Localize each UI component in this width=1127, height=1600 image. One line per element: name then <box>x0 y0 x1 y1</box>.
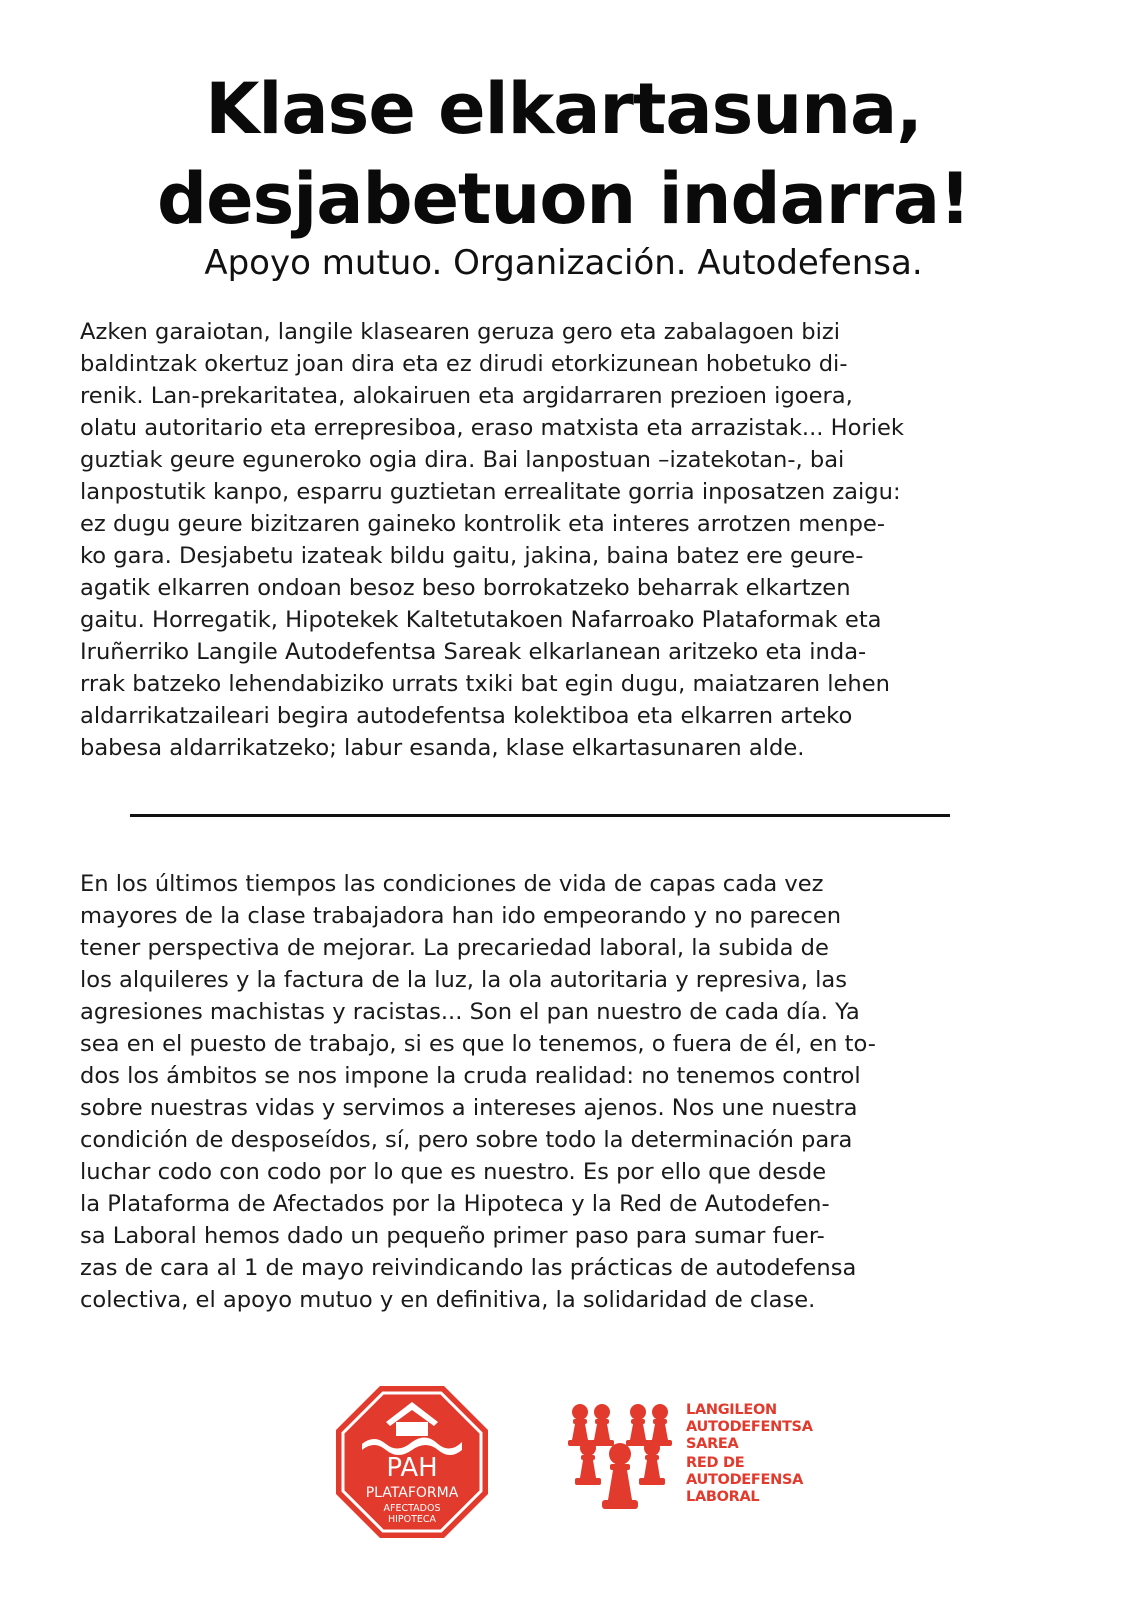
text-line: rrak batzeko lehendabiziko urrats txiki bat egin dugu, maiatzaren lehen <box>80 671 890 697</box>
text-line: babesa aldarrikatzeko; labur esanda, klase elkartasunaren alde. <box>80 735 805 761</box>
wordmark-line: AUTODEFENTSA <box>686 1419 813 1435</box>
wordmark-line: RED DE <box>686 1455 745 1471</box>
spanish-paragraph <box>80 868 1070 1316</box>
text-line: guztiak geure eguneroko ogia dira. Bai lanpostuan –izatekotan-, bai <box>80 447 845 473</box>
section-divider <box>130 814 950 817</box>
basque-paragraph <box>80 316 1070 764</box>
text-line: renik. Lan-prekaritatea, alokairuen eta argidarraren prezioen igoera, <box>80 383 853 409</box>
text-line: condición de desposeídos, sí, pero sobre todo la determinación para <box>80 1127 853 1153</box>
text-line: Azken garaiotan, langile klasearen geruza gero eta zabalagoen bizi <box>80 319 841 345</box>
text-line: la Plataforma de Afectados por la Hipoteca y la Red de Autodefen- <box>80 1191 830 1217</box>
page-subtitle: Apoyo mutuo. Organización. Autodefensa. <box>204 243 923 283</box>
title-line: desjabetuon indarra! <box>156 158 971 240</box>
text-line: Iruñerriko Langile Autodefentsa Sareak elkarlanean aritzeko eta inda- <box>80 639 867 665</box>
text-line: tener perspectiva de mejorar. La precariedad laboral, la subida de <box>80 935 829 961</box>
text-line: los alquileres y la factura de la luz, la ola autoritaria y represiva, las <box>80 967 848 993</box>
pah-logo <box>334 1384 490 1540</box>
text-line: baldintzak okertuz joan dira eta ez dirudi etorkizunean hobetuko di- <box>80 351 848 377</box>
text-line: luchar codo con codo por lo que es nuestro. Es por ello que desde <box>80 1159 827 1185</box>
text-line: agatik elkarren ondoan besoz beso borrokatzeko beharrak elkartzen <box>80 575 851 601</box>
text-line: aldarrikatzaileari begira autodefentsa kolektiboa eta elkarren arteko <box>80 703 853 729</box>
pah-line1: PLATAFORMA <box>365 1485 459 1501</box>
chess-pawns-icon <box>566 1402 682 1522</box>
pah-line3: HIPOTECA <box>387 1514 437 1525</box>
wordmark-line: AUTODEFENSA <box>686 1472 804 1488</box>
title-line: Klase elkartasuna, <box>205 68 922 150</box>
wordmark-line: LABORAL <box>686 1489 760 1505</box>
text-line: En los últimos tiempos las condiciones de vida de capas cada vez <box>80 871 824 897</box>
wordmark-line: SAREA <box>686 1436 739 1452</box>
text-line: lanpostutik kanpo, esparru guztietan errealitate gorria inposatzen zaigu: <box>80 479 901 505</box>
text-line: dos los ámbitos se nos impone la cruda realidad: no tenemos control <box>80 1063 861 1089</box>
pah-acronym: PAH <box>386 1453 438 1483</box>
text-line: sea en el puesto de trabajo, si es que lo tenemos, o fuera de él, en to- <box>80 1031 876 1057</box>
red-autodefensa-logo <box>566 1402 826 1532</box>
text-line: gaitu. Horregatik, Hipotekek Kaltetutakoen Nafarroako Plataformak eta <box>80 607 882 633</box>
text-line: agresiones machistas y racistas... Son el pan nuestro de cada día. Ya <box>80 999 860 1025</box>
text-line: zas de cara al 1 de mayo reivindicando las prácticas de autodefensa <box>80 1255 857 1281</box>
red-autodefensa-wordmark <box>686 1402 826 1506</box>
pah-line2: AFECTADOS <box>383 1503 441 1514</box>
text-line: colectiva, el apoyo mutuo y en definitiva, la solidaridad de clase. <box>80 1287 816 1313</box>
text-line: ko gara. Desjabetu izateak bildu gaitu, jakina, baina batez ere geure- <box>80 543 864 569</box>
text-line: sobre nuestras vidas y servimos a intereses ajenos. Nos une nuestra <box>80 1095 858 1121</box>
text-line: ez dugu geure bizitzaren gaineko kontrolik eta interes arrotzen menpe- <box>80 511 885 537</box>
text-line: sa Laboral hemos dado un pequeño primer paso para sumar fuer- <box>80 1223 825 1249</box>
text-line: mayores de la clase trabajadora han ido empeorando y no parecen <box>80 903 842 929</box>
text-line: olatu autoritario eta errepresiboa, eraso matxista eta arrazistak... Horiek <box>80 415 904 441</box>
wordmark-line: LANGILEON <box>686 1402 777 1418</box>
page-title <box>0 64 1127 244</box>
